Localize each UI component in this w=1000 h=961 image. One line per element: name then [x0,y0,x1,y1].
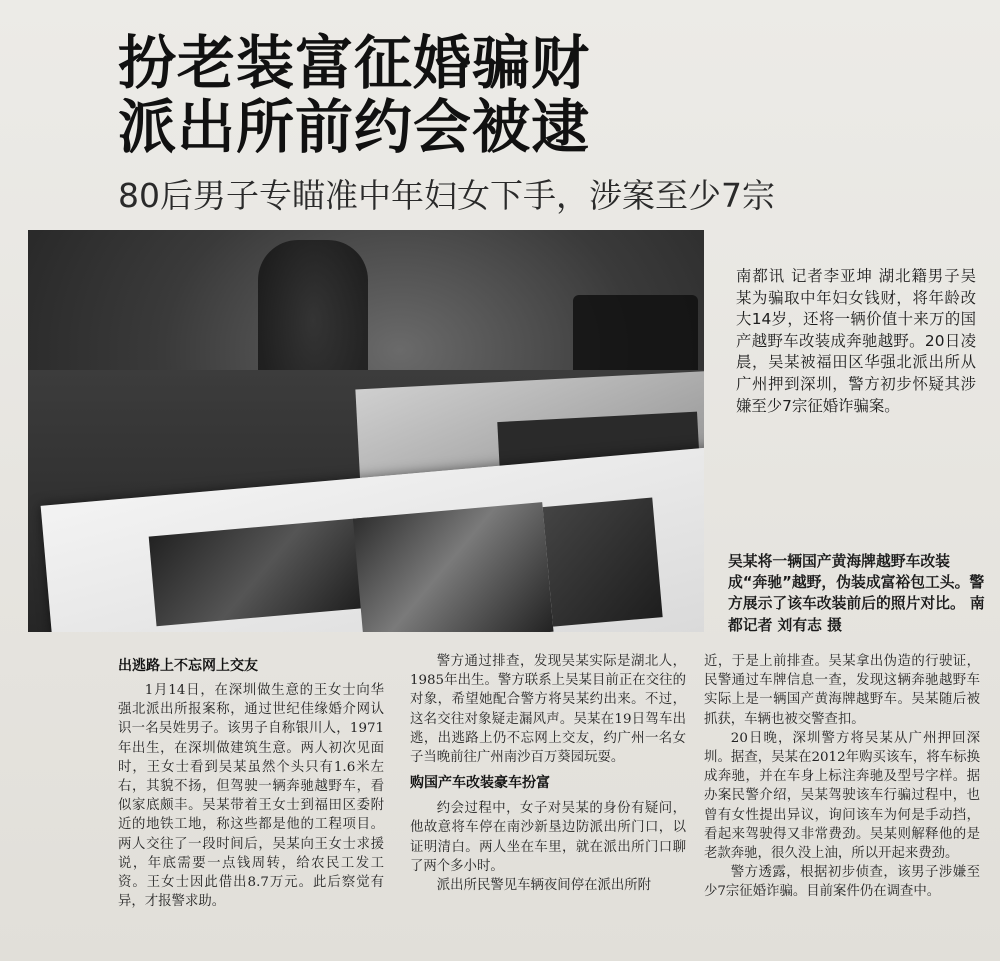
paragraph: 派出所民警见车辆夜间停在派出所附 [436,878,652,894]
subheadline: 80后男子专瞄准中年妇女下手，涉案至少7宗 [118,176,775,215]
paragraph: 警方通过排查，发现吴某实际是湖北人，1985年出生。警方联系上吴某目前正在交往的对象，希望她配合警方将吴某约出来。不过，这名交往对象疑走漏风声。吴某在19日驾车出逃，出逃路上仍不忘网上交友，约广州一名女子当晚前往广州南沙百万葵园玩耍。 [410,654,686,766]
paragraph: 约会过程中，女子对吴某的身份有疑问，他故意将车停在南沙新垦边防派出所门口，以证明清白。两人坐在车里，就在派出所门口聊了两个多小时。 [410,801,686,874]
photo-caption: 吴某将一辆国产黄海牌越野车改装成“奔驰”越野，伪装成富裕包工头。警方展示了该车改装前后的照片对比。 南都记者 刘有志 摄 [728,553,985,634]
paragraph: 1月14日，在深圳做生意的王女士向华强北派出所报案称，通过世纪佳缘婚介网认识一名吴姓男子。该男子自称银川人，1971年出生，在深圳做建筑生意。两人初次见面时，王女士看到吴某虽然个头只有1.6米左右，其貌不扬，但驾驶一辆奔驰越野车，看似家底颇丰。吴某带着王女士到福田区委附近的地铁工地，称这些都是他的工程项目。两人交往了一段时间后，吴某向王女士求援说，年底需要一点钱周转，给农民工发工资。王女士因此借出8.7万元。此后察觉有异，才报警求助。 [118,683,384,910]
section-heading: 购国产车改装豪车扮富 [410,775,550,792]
headline-line-2: 派出所前约会被逮 [118,93,591,161]
paragraph: 警方透露，根据初步侦查，该男子涉嫌至少7宗征婚诈骗。目前案件仍在调查中。 [704,865,980,900]
paragraph: 近，于是上前排查。吴某拿出伪造的行驶证，民警通过车牌信息一查，发现这辆奔驰越野车实际上是一辆国产黄海牌越野车。吴某随后被抓获，车辆也被交警查扣。 [704,654,980,727]
photo-car-after [353,502,554,632]
headline-line-1: 扮老装富征婚骗财 [118,29,591,97]
photo-car-detail [543,498,663,627]
article-column-1 [118,656,384,911]
article-column-2 [410,652,686,895]
section-heading: 出逃路上不忘网上交友 [118,658,258,674]
news-photo [28,230,704,632]
article-column-3 [704,652,980,902]
photo-car-before [149,517,376,626]
paragraph: 20日晚，深圳警方将吴某从广州押回深圳。据查，吴某在2012年购买该车，将车标换成奔驰，并在车身上标注奔驰及型号字样。据办案民警介绍，吴某驾驶该车行骗过程中，也曾有女性提出异议，询问该车为何是手动挡，看起来驾驶得又非常费劲。吴某则解释他的是老款奔驰，很久没上油，所以开起来费劲。 [704,730,980,862]
lead-paragraph: 南都讯 记者李亚坤 湖北籍男子吴某为骗取中年妇女钱财，将年龄改大14岁，还将一辆价值十来万的国产越野车改装成奔驰越野。20日凌晨，吴某被福田区华强北派出所从广州押到深圳，警方初步怀疑其涉嫌至少7宗征婚诈骗案。 [736,267,976,415]
